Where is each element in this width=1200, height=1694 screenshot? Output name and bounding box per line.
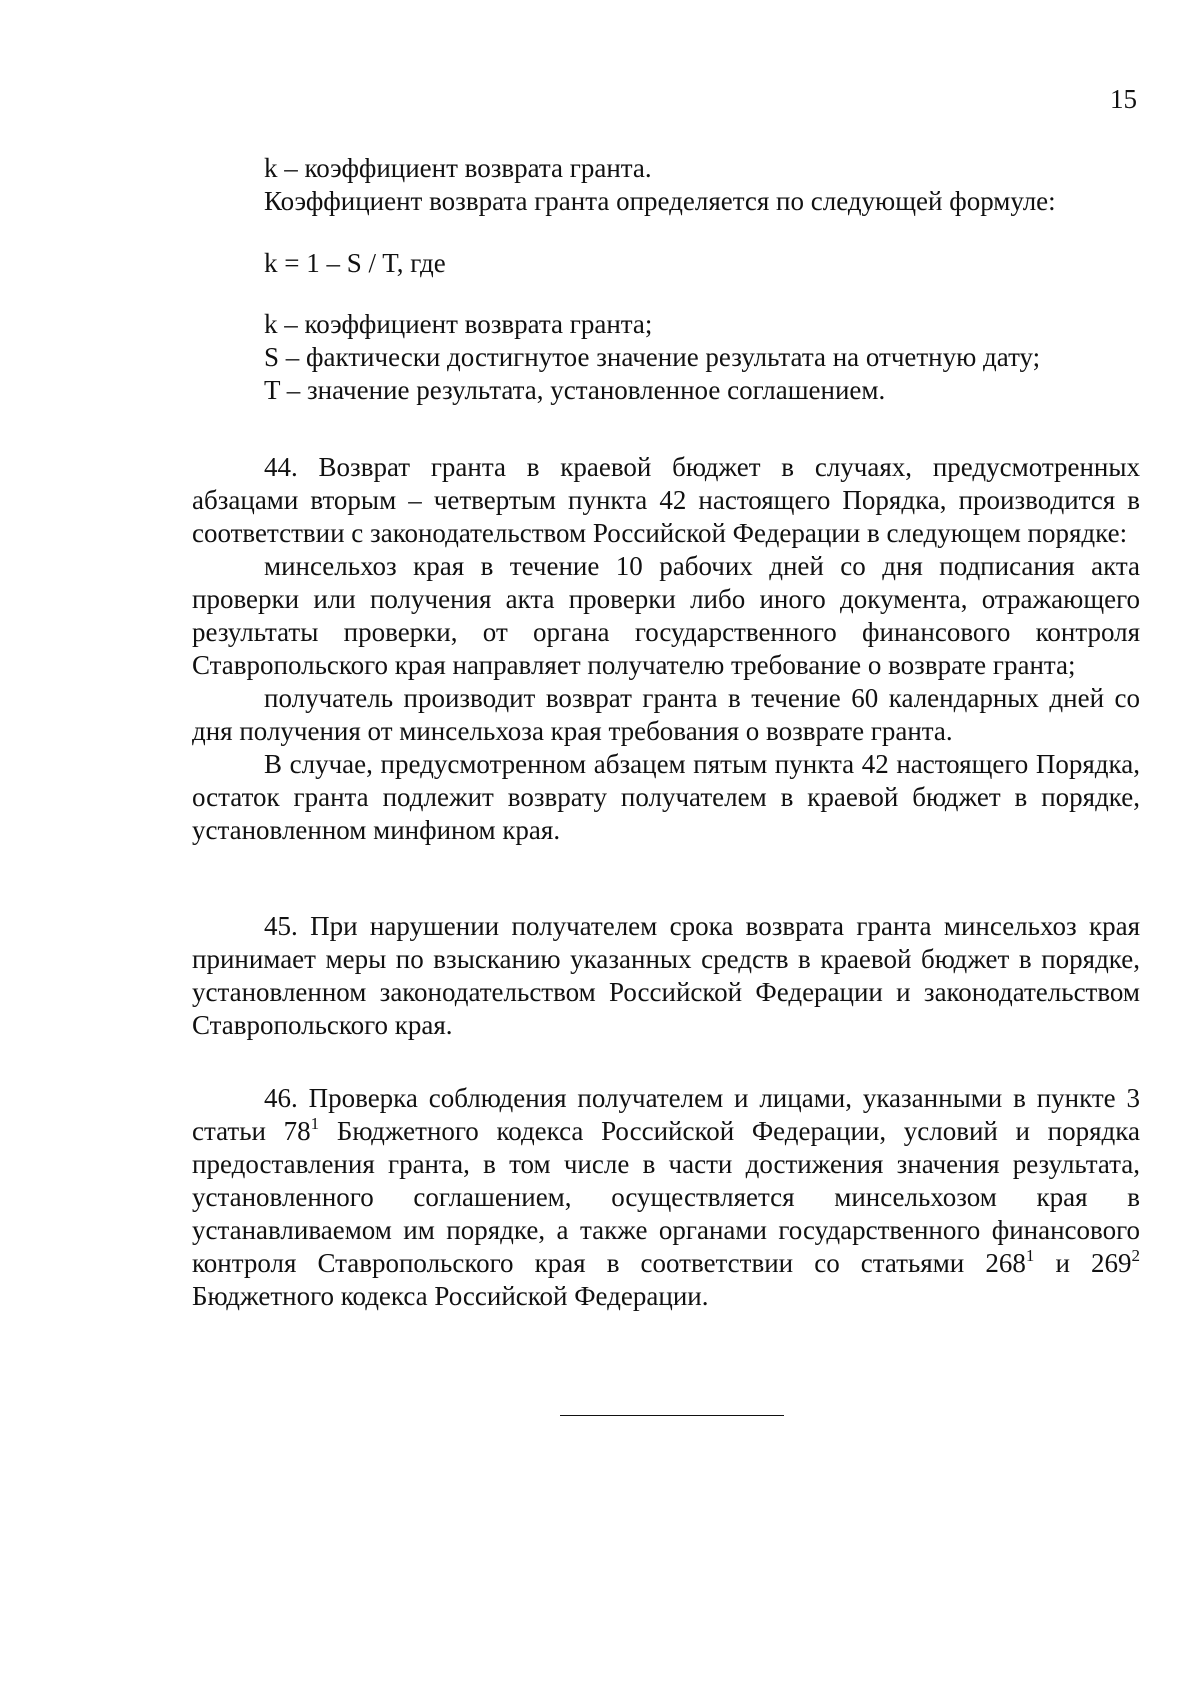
section-46-paragraph-1 bbox=[192, 1082, 1140, 1313]
section-44-paragraph-3: получатель производит возврат гранта в течение 60 календарных дней со дня получения от минсельхоза края требования о возврате гранта. bbox=[192, 683, 1140, 746]
section-44-paragraph-4: В случае, предусмотренном абзацем пятым пункта 42 настоящего Порядка, остаток гранта подлежит возврату получателем в краевой бюджет в порядке, установленном минфином края. bbox=[192, 749, 1140, 845]
formula-text: k = 1 – S / T, где bbox=[264, 248, 446, 278]
section-44-paragraph-2: минсельхоз края в течение 10 рабочих дней со дня подписания акта проверки или получения акта проверки либо иного документа, отражающего результаты проверки, от органа государственного финансового контроля Ставропольского края направляет получателю требование о возврате гранта; bbox=[192, 551, 1140, 680]
formula-intro bbox=[264, 152, 1140, 218]
definitions-list bbox=[264, 308, 1140, 407]
section-46 bbox=[192, 1082, 1140, 1313]
formula-intro-line: Коэффициент возврата гранта определяется по следующей формуле: bbox=[264, 186, 1056, 216]
definition-k: k – коэффициент возврата гранта; bbox=[264, 309, 653, 339]
section-44-paragraph-1: 44. Возврат гранта в краевой бюджет в случаях, предусмотренных абзацами вторым – четвертым пункта 42 настоящего Порядка, производится в соответствии с законодательством Российской Федерации в следующем порядке: bbox=[192, 452, 1140, 548]
coefficient-definition-line: k – коэффициент возврата гранта. bbox=[264, 153, 652, 183]
section-44 bbox=[192, 451, 1140, 847]
section-46-text-1: 46. Проверка соблюдения получателем и лицами, указанными в пункте 3 статьи 78 bbox=[192, 1083, 1140, 1146]
definition-s: S – фактически достигнутое значение результата на отчетную дату; bbox=[264, 342, 1041, 372]
section-45 bbox=[192, 910, 1140, 1042]
formula bbox=[264, 247, 1140, 280]
superscript: 2 bbox=[1131, 1246, 1141, 1265]
superscript: 1 bbox=[1025, 1246, 1035, 1265]
end-separator-line bbox=[560, 1415, 784, 1416]
section-46-text-4: Бюджетного кодекса Российской Федерации. bbox=[192, 1281, 709, 1311]
page-number: 15 bbox=[1110, 84, 1137, 114]
section-46-text-3: и 269 bbox=[1034, 1248, 1132, 1278]
section-45-paragraph-1: 45. При нарушении получателем срока возврата гранта минсельхоз края принимает меры по взысканию указанных средств в краевой бюджет в порядке, установленном законодательством Российской Федерации и законодательством Ставропольского края. bbox=[192, 911, 1140, 1040]
superscript: 1 bbox=[310, 1114, 320, 1133]
definition-t: T – значение результата, установленное соглашением. bbox=[264, 375, 886, 405]
section-46-text-2: Бюджетного кодекса Российской Федерации, условий и порядка предоставления гранта, в том числе в части достижения значения результата, установленного соглашением, осуществляется минсельхозом края в устанавливаемом им порядке, а также органами государственного финансового контроля Ставропольского края в соответствии со статьями 268 bbox=[192, 1116, 1140, 1278]
